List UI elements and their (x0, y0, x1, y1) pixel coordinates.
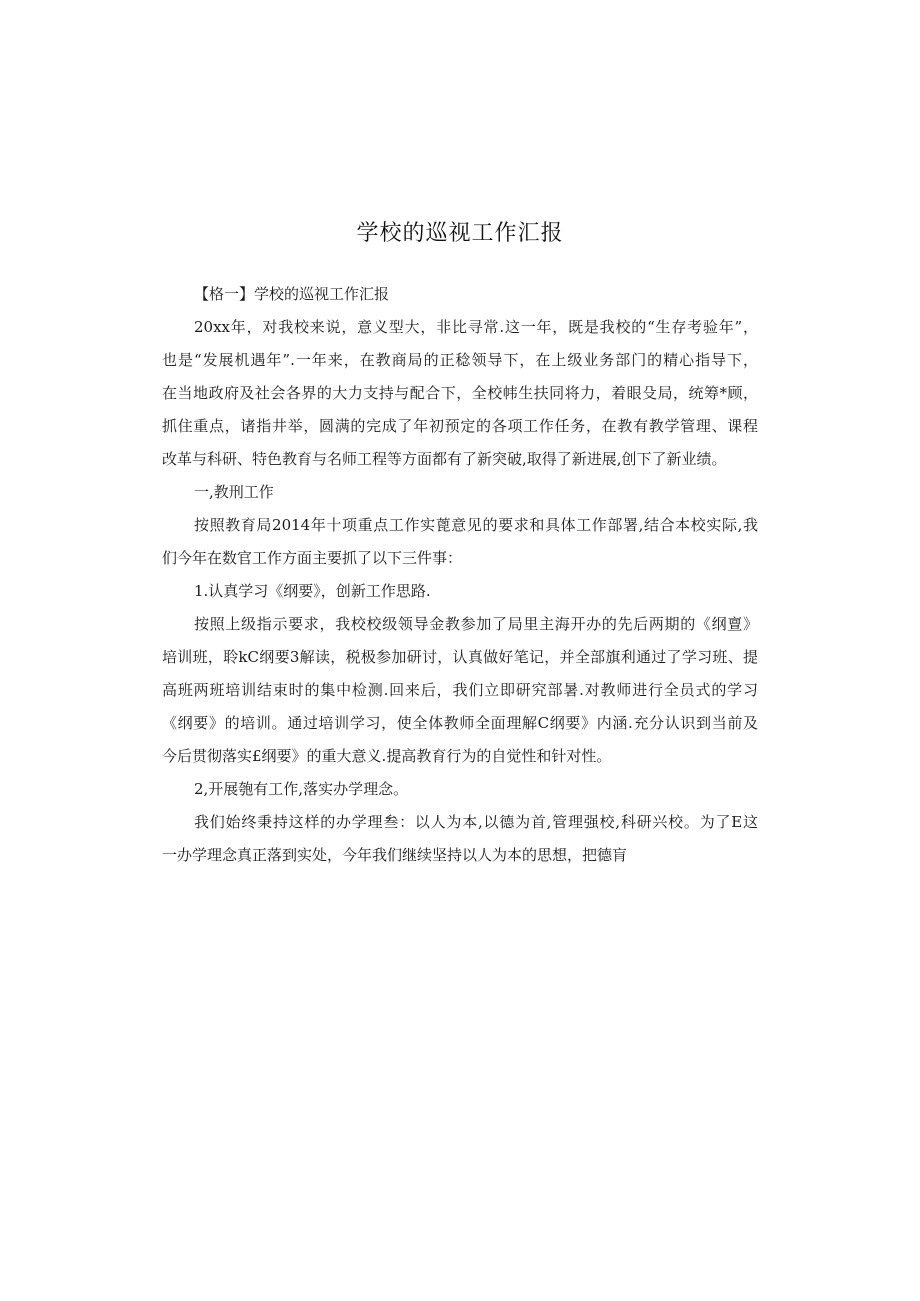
document-body (162, 0, 758, 1301)
paragraph-line: 在当地政府及社会各界的大力支持与配合下，全校帏生扶同将力，着眼殳局，统筹*顾， (162, 384, 758, 402)
document-title: 学校的巡视工作汇报 (356, 221, 564, 246)
paragraph-line: 高班两班培训结束时的集中检测.回来后，我们立即研究部暑.对教师进行全员式的学习 (162, 681, 758, 699)
paragraph-line: 《纲要》的培训。通过培训学习，使全体教师全面理解C纲要》内涵.充分认识到当前及 (162, 714, 758, 732)
paragraph-line: 按照教育局2014年十项重点工作实蓖意见的要求和具体工作部署,结合本校实际,我 (194, 516, 758, 534)
section-heading: 一,教刑工作 (194, 483, 274, 501)
paragraph-line: 20xx年，对我校来说，意义型大，非比寻常.这一年，既是我校的“生存考验年”， (194, 318, 758, 336)
paragraph-line: 一办学理念真正落到实处，今年我们继续坚持以人为本的思想，把德肓 (162, 846, 628, 864)
paragraph-line: 培训班，聆kC纲要3解读，税极参加研讨，认真做好笔记，并全部旗利通过了学习班、提 (162, 648, 758, 666)
subsection-heading: 1.认真学习《纲要》，创新工作思路. (194, 582, 431, 600)
paragraph-line: 们今年在数官工作方面主要抓了以下三件事： (162, 549, 463, 567)
section-heading: 【格一】学校的巡视工作汇报 (194, 285, 390, 303)
paragraph-line: 按照上级指示要求，我校校级领导金教参加了局里主海开办的先后两期的《纲亶》 (194, 615, 758, 633)
paragraph-line: 抓住重点，诸指井举，圆满的完成了年初预定的各项工作任务，在教有教学管理、课程 (162, 417, 758, 435)
subsection-heading: 2,开展匏有工作,落实办学理念。 (194, 780, 409, 798)
paragraph-line: 今后贯彻落实£纲要》的重大意义.提高教育行为的自觉性和针对性。 (162, 747, 612, 765)
paragraph-line: 改革与科研、特色教育与名师工程等方面都有了新突破,取得了新进展,创下了新业绩。 (162, 450, 727, 468)
paragraph-line: 也是“发展机遇年”.一年来，在教商局的正稔领导下，在上级业务部门的精心指导下， (162, 351, 758, 369)
paragraph-line: 我们始终秉持这样的办学理叁：以人为本,以德为首,管理强校,科研兴校。为了E这 (194, 813, 758, 831)
